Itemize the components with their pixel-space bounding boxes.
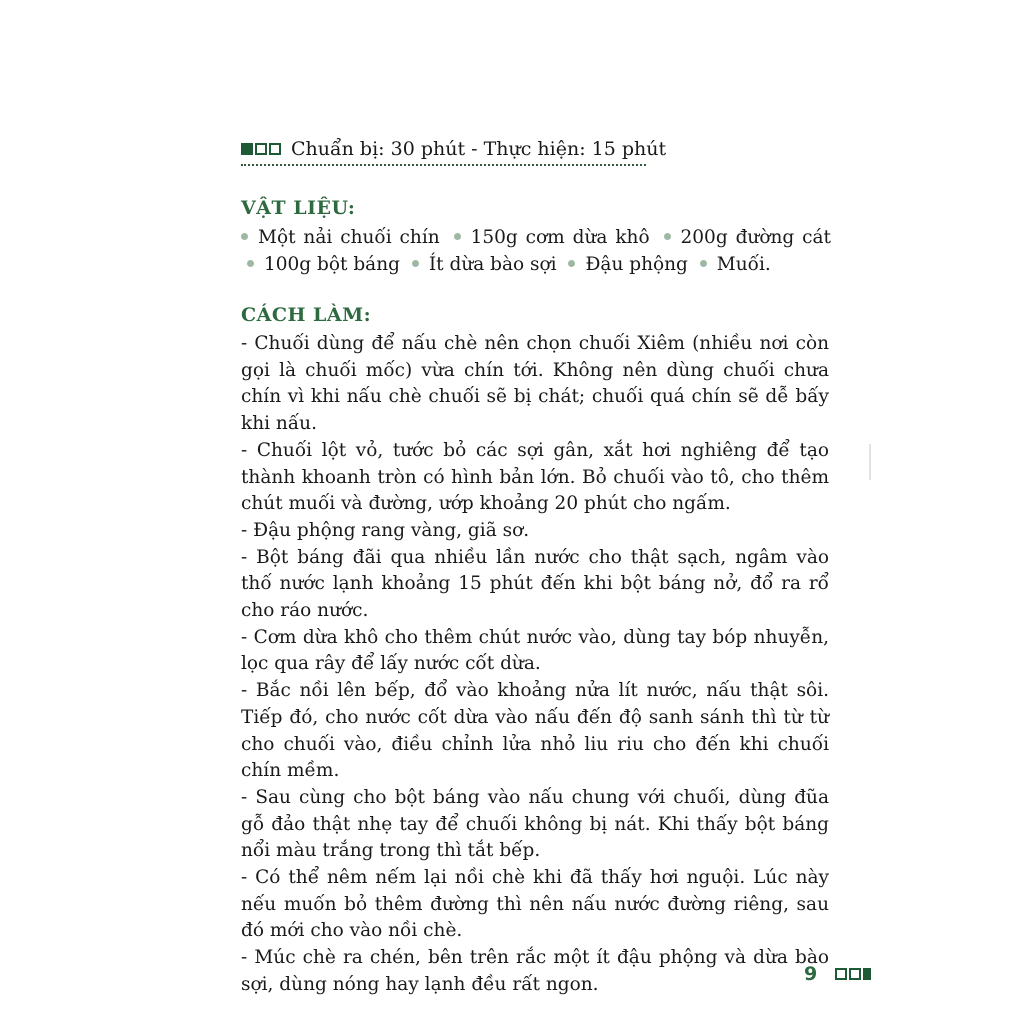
page-footer (804, 963, 871, 985)
method-heading: CÁCH LÀM: (241, 304, 372, 326)
method-step: - Múc chè ra chén, bên trên rắc một ít đậu phộng và dừa bào sợi, dùng nóng hay lạnh đều rất ngon. (241, 947, 829, 995)
method-step: - Chuối lột vỏ, tước bỏ các sợi gân, xắt hơi nghiêng để tạo thành khoanh tròn có hình bản lớn. Bỏ chuối vào tô, cho thêm chút muối và đường, ướp khoảng 20 phút cho ngấm. (241, 439, 829, 515)
method-step: - Bắc nồi lên bếp, đổ vào khoảng nửa lít nước, nấu thật sôi. Tiếp đó, cho nước cốt dừa vào nấu đến độ sanh sánh thì từ từ cho chuối vào, điều chỉnh lửa nhỏ liu riu cho đến khi chuối chín mềm. (241, 680, 829, 782)
dot-bullet-icon (568, 260, 575, 267)
method-step: - Chuối dùng để nấu chè nên chọn chuối Xiêm (nhiều nơi còn gọi là chuối mốc) vừa chín tới. Không nên dùng chuối chưa chín vì khi nấu chè chuối sẽ bị chát; chuối quá chín sẽ dễ bấy khi nấu. (241, 333, 829, 435)
ingredient-item: Đậu phộng (585, 254, 688, 275)
filled-square-icon (863, 968, 871, 980)
ingredient-item: 150g cơm dừa khô (470, 227, 650, 248)
square-pattern-icon (241, 143, 281, 155)
ingredient-item: Ít dừa bào sợi (428, 254, 557, 275)
margin-mark (869, 444, 871, 480)
square-pattern-icon (835, 968, 871, 980)
timing-text: Chuẩn bị: 30 phút - Thực hiện: 15 phút (291, 138, 667, 160)
method-step: - Có thể nêm nếm lại nồi chè khi đã thấy hơi nguội. Lúc này nếu muốn bỏ thêm đường thì nên nấu nước đường riêng, sau đó mới cho vào nồi chè. (241, 867, 829, 942)
dot-bullet-icon (412, 260, 419, 267)
dot-bullet-icon (664, 233, 671, 240)
empty-square-icon (849, 968, 861, 980)
dot-bullet-icon (454, 233, 461, 240)
method-step: - Cơm dừa khô cho thêm chút nước vào, dùng tay bóp nhuyễn, lọc qua rây để lấy nước cốt dừa. (241, 626, 829, 675)
filled-square-icon (241, 143, 253, 155)
dot-bullet-icon (241, 233, 248, 240)
ingredient-list (241, 224, 831, 278)
ingredient-item: 100g bột báng (264, 254, 400, 275)
dotted-divider (241, 164, 646, 166)
empty-square-icon (269, 143, 281, 155)
ingredient-item: Muối. (716, 254, 771, 275)
materials-heading: VẬT LIỆU: (241, 197, 356, 219)
dot-bullet-icon (700, 260, 707, 267)
method-step: - Bột báng đãi qua nhiều lần nước cho thật sạch, ngâm vào thố nước lạnh khoảng 15 phút đến khi bột báng nở, đổ ra rổ cho ráo nước. (241, 546, 829, 622)
empty-square-icon (255, 143, 267, 155)
method-step: - Sau cùng cho bột báng vào nấu chung với chuối, dùng đũa gỗ đảo thật nhẹ tay để chuối không bị nát. Khi thấy bột báng nổi màu trắng trong thì tắt bếp. (241, 786, 829, 862)
ingredient-item: 200g đường cát (680, 227, 831, 248)
page-number: 9 (804, 963, 818, 985)
empty-square-icon (835, 968, 847, 980)
timing-line (241, 138, 667, 160)
method-step: - Đậu phộng rang vàng, giã sơ. (241, 519, 530, 541)
ingredient-item: Một nải chuối chín (258, 227, 440, 248)
dot-bullet-icon (247, 260, 254, 267)
method-steps (241, 331, 829, 999)
